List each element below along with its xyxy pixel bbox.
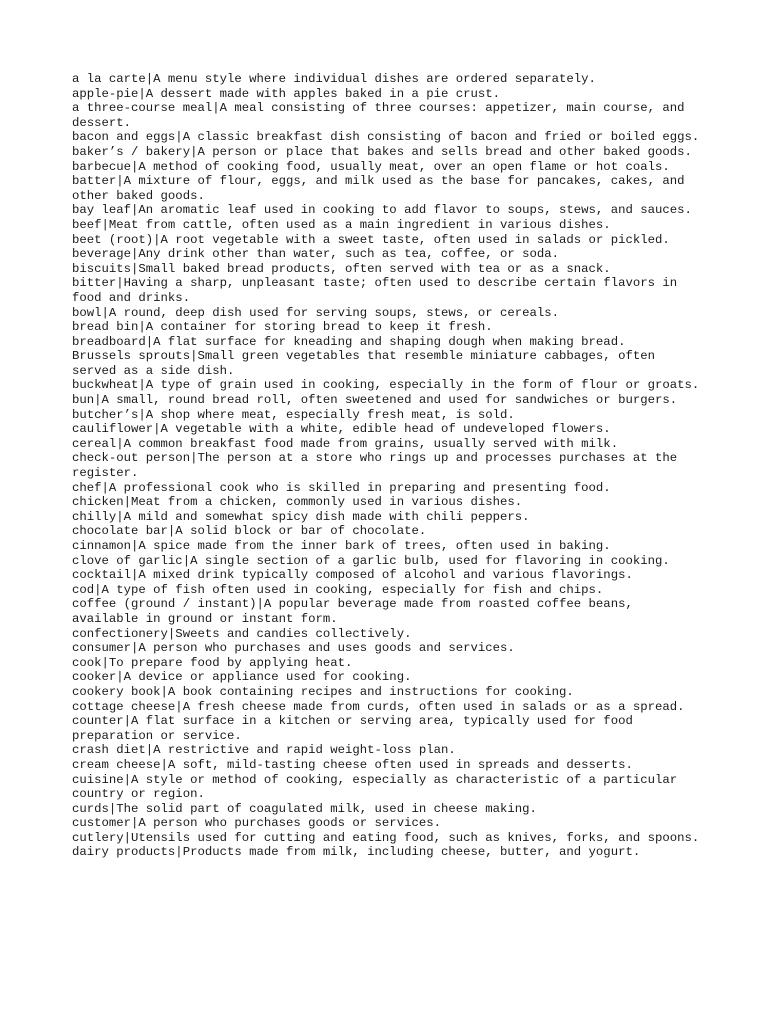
- glossary-entry: barbecue|A method of cooking food, usually meat, over an open flame or hot coals.: [72, 159, 670, 174]
- glossary-entry: cottage cheese|A fresh cheese made from curds, often used in salads or as a spread.: [72, 699, 685, 714]
- glossary-entry: butcher’s|A shop where meat, especially fresh meat, is sold.: [72, 407, 515, 422]
- glossary-entry: cinnamon|A spice made from the inner bark of trees, often used in baking.: [72, 539, 611, 553]
- glossary-entry: beet (root)|A root vegetable with a sweet taste, often used in salads or pickled.: [72, 232, 670, 247]
- glossary-entry: dairy products|Products made from milk, including cheese, butter, and yogurt.: [72, 845, 641, 860]
- glossary-entry: chicken|Meat from a chicken, commonly used in various dishes.: [72, 495, 523, 510]
- glossary-entry: cream cheese|A soft, mild-tasting cheese often used in spreads and desserts.: [72, 757, 633, 772]
- glossary-entry: chilly|A mild and somewhat spicy dish made with chili peppers.: [72, 509, 530, 524]
- glossary-entry: bread bin|A container for storing bread to keep it fresh.: [72, 320, 493, 335]
- glossary-entry: buckwheat|A type of grain used in cooking, especially in the form of flour or groats.: [72, 378, 700, 393]
- glossary-entry: counter|A flat surface in a kitchen or serving area, typically used for food preparation or service.: [72, 714, 633, 743]
- glossary-entry: a three-course meal|A meal consisting of three courses: appetizer, main course, and dessert.: [72, 101, 685, 130]
- glossary-entry: cook|To prepare food by applying heat.: [72, 655, 353, 670]
- glossary-entry: cereal|A common breakfast food made from grains, usually served with milk.: [72, 436, 619, 451]
- glossary-entry: beef|Meat from cattle, often used as a main ingredient in various dishes.: [72, 217, 611, 232]
- glossary-entry: a la carte|A menu style where individual dishes are ordered separately.: [72, 72, 596, 86]
- glossary-entry: biscuits|Small baked bread products, often served with tea or as a snack.: [72, 261, 611, 276]
- glossary-entry: beverage|Any drink other than water, such as tea, coffee, or soda.: [72, 247, 560, 262]
- glossary-entry: coffee (ground / instant)|A popular beverage made from roasted coffee beans, available in ground or instant form.: [72, 597, 633, 626]
- glossary-entry: bun|A small, round bread roll, often sweetened and used for sandwiches or burgers.: [72, 393, 678, 408]
- glossary-entry: bacon and eggs|A classic breakfast dish consisting of bacon and fried or boiled eggs.: [72, 130, 700, 145]
- glossary-entry: breadboard|A flat surface for kneading and shaping dough when making bread.: [72, 334, 626, 349]
- glossary-entry: cauliflower|A vegetable with a white, edible head of undeveloped flowers.: [72, 422, 611, 437]
- glossary-entry: clove of garlic|A single section of a garlic bulb, used for flavoring in cooking.: [72, 553, 670, 568]
- glossary-entry: chef|A professional cook who is skilled in preparing and presenting food.: [72, 480, 611, 495]
- glossary-entry: consumer|A person who purchases and uses goods and services.: [72, 641, 515, 656]
- glossary-entry: baker’s / bakery|A person or place that bakes and sells bread and other baked goods.: [72, 144, 692, 159]
- glossary-entry: confectionery|Sweets and candies collectively.: [72, 626, 412, 641]
- glossary-entry: chocolate bar|A solid block or bar of chocolate.: [72, 524, 427, 539]
- glossary-entry: bay leaf|An aromatic leaf used in cooking to add flavor to soups, stews, and sauces.: [72, 203, 692, 218]
- glossary-entry: curds|The solid part of coagulated milk, used in cheese making.: [72, 801, 537, 816]
- glossary-entry: customer|A person who purchases goods or services.: [72, 816, 441, 831]
- glossary-entry: cuisine|A style or method of cooking, especially as characteristic of a particular country or region.: [72, 772, 678, 802]
- glossary-entry: bitter|Having a sharp, unpleasant taste; often used to describe certain flavors in food and drinks.: [72, 276, 678, 305]
- glossary-entry: cooker|A device or appliance used for cooking.: [72, 670, 412, 685]
- glossary-entry: bowl|A round, deep dish used for serving soups, stews, or cereals.: [72, 305, 560, 320]
- glossary-entry: cocktail|A mixed drink typically composed of alcohol and various flavorings.: [72, 568, 633, 583]
- glossary-entry: check-out person|The person at a store who rings up and processes purchases at the register.: [72, 451, 678, 481]
- glossary-entry: cutlery|Utensils used for cutting and eating food, such as knives, forks, and spoons.: [72, 830, 700, 845]
- glossary-entry: batter|A mixture of flour, eggs, and milk used as the base for pancakes, cakes, and other baked goods.: [72, 174, 685, 203]
- glossary-entry: cod|A type of fish often used in cooking, especially for fish and chips.: [72, 582, 604, 597]
- glossary-entry: cookery book|A book containing recipes and instructions for cooking.: [72, 684, 574, 699]
- glossary-entry: Brussels sprouts|Small green vegetables that resemble miniature cabbages, often served as a side dish.: [72, 349, 655, 378]
- glossary-entry: crash diet|A restrictive and rapid weight-loss plan.: [72, 743, 456, 758]
- glossary-entry: apple-pie|A dessert made with apples baked in a pie crust.: [72, 86, 501, 101]
